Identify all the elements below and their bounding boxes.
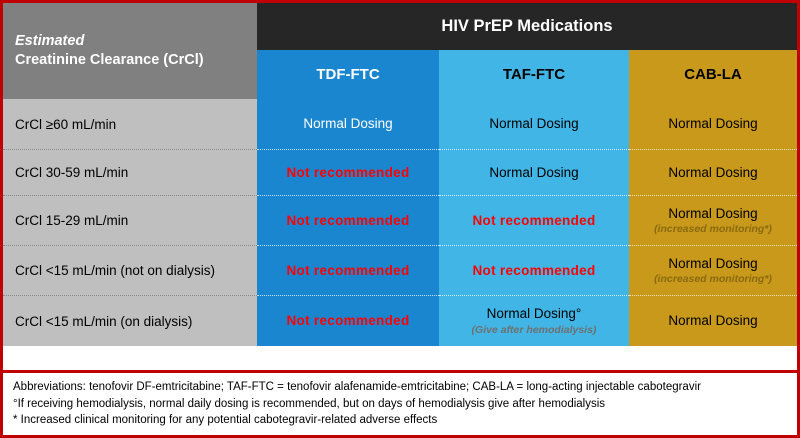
row-label: CrCl 15-29 mL/min [3, 195, 257, 245]
footnote-hemodialysis: °If receiving hemodialysis, normal daily dosing is recommended, but on days of hemodialysis give after hemodialysis [13, 397, 606, 410]
corner-header-line1: Estimated [15, 33, 85, 50]
cell-cab-la [629, 245, 797, 295]
cell-cab-la [629, 99, 797, 149]
cell-cab-la [629, 195, 797, 245]
cell-tdf-ftc [257, 149, 439, 195]
cell-value: Not recommended [286, 164, 410, 180]
cell-taf-ftc [439, 295, 629, 346]
cell-note: (Give after hemodialysis) [471, 323, 597, 336]
cell-note: (increased monitoring*) [654, 223, 772, 236]
cell-value: Normal Dosing [668, 313, 758, 329]
cell-value: Normal Dosing [303, 116, 393, 132]
cell-value: Normal Dosing° [486, 306, 582, 322]
column-header-cab-la: CAB-LA [629, 50, 797, 99]
row-label: CrCl <15 mL/min (on dialysis) [3, 295, 257, 346]
table-grid [3, 3, 797, 370]
cell-taf-ftc [439, 99, 629, 149]
footnote-abbreviations: Abbreviations: tenofovir DF-emtricitabine; TAF-FTC = tenofovir alafenamide-emtricitabine; CAB-LA = long-acting injectable cabotegravir [13, 380, 701, 393]
row-label: CrCl <15 mL/min (not on dialysis) [3, 245, 257, 295]
column-header-tdf-ftc: TDF-FTC [257, 50, 439, 99]
cell-value: Normal Dosing [489, 116, 579, 132]
cell-value: Not recommended [286, 262, 410, 278]
table-banner-title: HIV PrEP Medications [257, 3, 797, 50]
corner-header-line2: Creatinine Clearance (CrCl) [15, 52, 204, 68]
cell-taf-ftc [439, 245, 629, 295]
cell-value: Not recommended [472, 262, 596, 278]
cell-cab-la [629, 295, 797, 346]
cell-value: Normal Dosing [668, 255, 758, 271]
cell-tdf-ftc [257, 195, 439, 245]
cell-cab-la [629, 149, 797, 195]
cell-value: Not recommended [286, 212, 410, 228]
cell-value: Normal Dosing [668, 205, 758, 221]
cell-tdf-ftc [257, 245, 439, 295]
cell-taf-ftc [439, 195, 629, 245]
cell-tdf-ftc [257, 99, 439, 149]
corner-header [3, 3, 257, 99]
cell-tdf-ftc [257, 295, 439, 346]
row-label: CrCl ≥60 mL/min [3, 99, 257, 149]
column-header-taf-ftc: TAF-FTC [439, 50, 629, 99]
cell-note: (increased monitoring*) [654, 273, 772, 286]
cell-value: Normal Dosing [489, 164, 579, 180]
footnote-monitoring: * Increased clinical monitoring for any potential cabotegravir-related adverse effects [13, 414, 438, 427]
cell-value: Not recommended [472, 212, 596, 228]
cell-value: Normal Dosing [668, 116, 758, 132]
cell-value: Not recommended [286, 313, 410, 329]
cell-taf-ftc [439, 149, 629, 195]
row-label: CrCl 30-59 mL/min [3, 149, 257, 195]
cell-value: Normal Dosing [668, 164, 758, 180]
footnotes [3, 370, 797, 435]
